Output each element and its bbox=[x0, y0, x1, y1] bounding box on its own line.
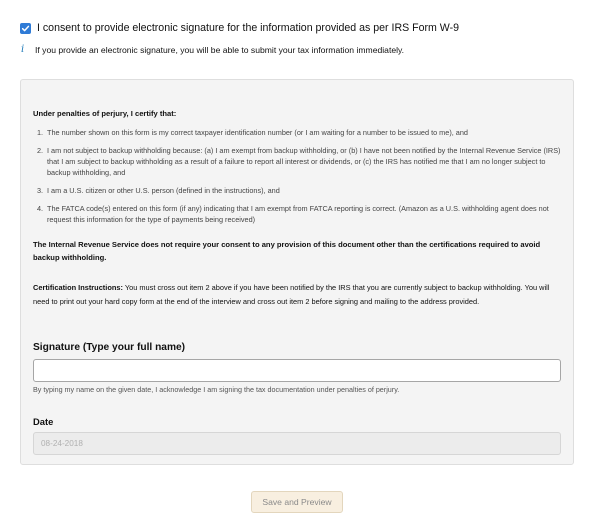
item-number: 2. bbox=[37, 146, 44, 155]
certification-panel bbox=[20, 79, 574, 465]
date-label: Date bbox=[33, 416, 54, 427]
item-text: The number shown on this form is my correct taxpayer identification number (or I am waiting for a number to be issued to me), and bbox=[47, 128, 468, 137]
save-and-preview-button[interactable]: Save and Preview bbox=[251, 491, 343, 513]
info-text: If you provide an electronic signature, you will be able to submit your tax information immediately. bbox=[35, 44, 405, 55]
info-icon: i bbox=[21, 44, 25, 55]
instructions-text: You must cross out item 2 above if you have been notified by the IRS that you are currently subject to backup withholding. You will need to print out your hard copy form at the end of the interview and cross out item 2 before signing and mailing to the address provided. bbox=[33, 283, 550, 306]
item-text: I am not subject to backup withholding because: (a) I am exempt from backup withholding, or (b) I have not been notified by the Internal Revenue Service (IRS) that I am subject to backup withholding as a result of a failure to report all interest or dividends, or (c) the IRS has notified me that I am no longer subject to backup withholding, and bbox=[47, 146, 561, 177]
consent-checkbox[interactable] bbox=[20, 23, 31, 34]
info-row bbox=[21, 44, 404, 55]
item-text: The FATCA code(s) entered on this form (if any) indicating that I am exempt from FATCA reporting is correct. (Amazon as a U.S. withholding agent does not request this information for the type of payments being received) bbox=[47, 204, 549, 224]
certification-item bbox=[33, 203, 561, 225]
consent-label[interactable]: I consent to provide electronic signature for the information provided as per IRS Form W-9 bbox=[37, 22, 459, 34]
item-number: 4. bbox=[37, 204, 44, 213]
item-text: I am a U.S. citizen or other U.S. person (defined in the instructions), and bbox=[47, 186, 280, 195]
certification-item bbox=[33, 185, 561, 196]
item-number: 1. bbox=[37, 128, 44, 137]
certification-list bbox=[33, 127, 561, 232]
checkmark-icon bbox=[21, 24, 30, 33]
certification-heading: Under penalties of perjury, I certify that: bbox=[33, 109, 177, 118]
signature-note: By typing my name on the given date, I acknowledge I am signing the tax documentation under penalties of perjury. bbox=[33, 385, 400, 394]
date-field bbox=[33, 432, 561, 455]
signature-input[interactable] bbox=[33, 359, 561, 382]
item-number: 3. bbox=[37, 186, 44, 195]
certification-item bbox=[33, 145, 561, 178]
certification-item bbox=[33, 127, 561, 138]
signature-label: Signature (Type your full name) bbox=[33, 342, 186, 353]
instructions-label: Certification Instructions: bbox=[33, 283, 123, 292]
irs-note: The Internal Revenue Service does not require your consent to any provision of this document other than the certifications required to avoid backup withholding. bbox=[33, 240, 541, 262]
consent-row bbox=[20, 22, 459, 34]
certification-instructions bbox=[33, 281, 567, 309]
date-value: 08-24-2018 bbox=[41, 439, 83, 448]
